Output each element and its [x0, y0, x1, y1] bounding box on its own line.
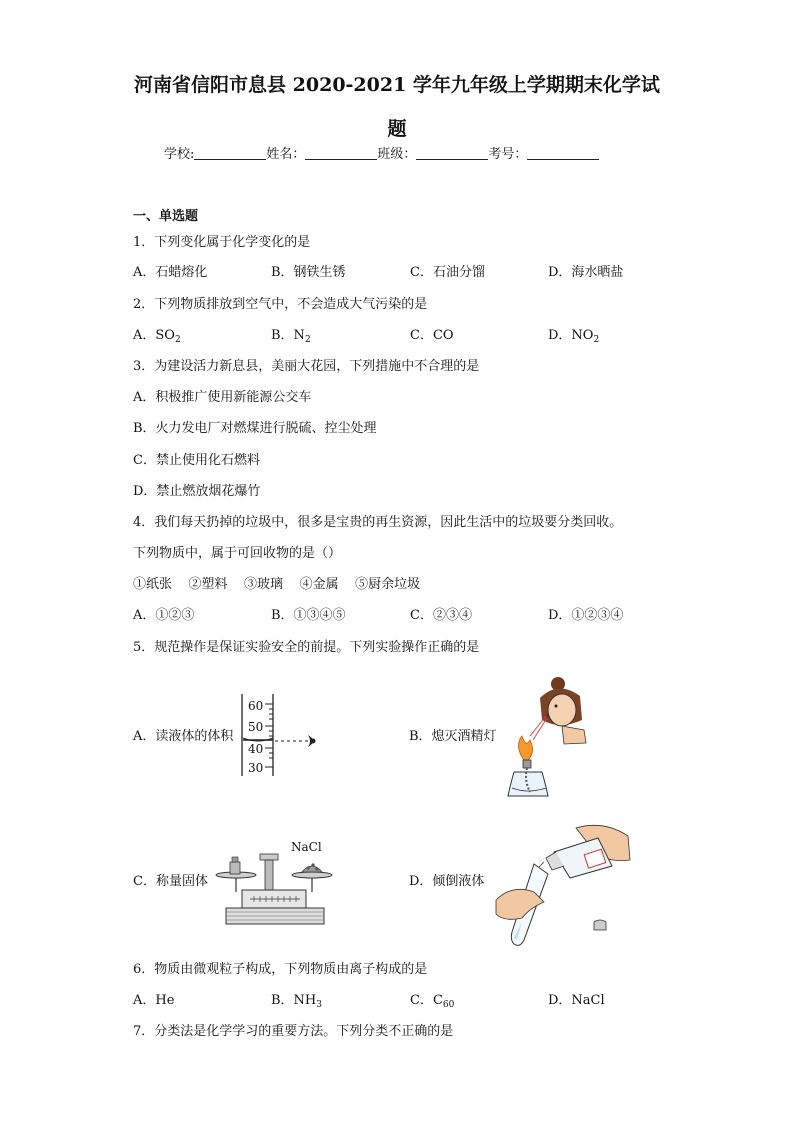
exam-no-label: 考号： — [488, 147, 528, 162]
name-blank[interactable] — [305, 146, 377, 160]
q1-option-a: A．石蜡熔化 — [133, 265, 208, 280]
question-3-stem: 3．为建设活力新息县，美丽大花园，下列措施中不合理的是 — [133, 359, 480, 374]
q5-option-c: C．称量固体 — [133, 874, 208, 889]
q2-option-d: D．$NO_2$ — [548, 328, 600, 345]
cylinder-tick-60: 60 — [248, 699, 264, 713]
q4-option-a: A．①②③ — [133, 608, 195, 623]
school-label: 学校: — [164, 147, 195, 162]
question-2-stem: 2．下列物质排放到空气中，不会造成大气污染的是 — [133, 297, 428, 312]
q4-items: ①纸张 ②塑料 ③玻璃 ④金属 ⑤厨余垃圾 — [133, 577, 421, 592]
class-label: 班级： — [377, 147, 417, 162]
q6-option-b: B．$NH_3$ — [271, 993, 322, 1010]
student-info-line — [164, 146, 599, 163]
exam-no-blank[interactable] — [527, 146, 599, 160]
q1-option-d: D．海水晒盐 — [548, 265, 624, 280]
q5-option-b: B．熄灭酒精灯 — [409, 729, 497, 744]
q3-option-d: D．禁止燃放烟花爆竹 — [133, 484, 261, 499]
name-label: 姓名： — [266, 147, 306, 162]
q6-option-c: C．$C_{60}$ — [410, 993, 455, 1010]
cylinder-tick-40: 40 — [248, 742, 264, 756]
q2-option-c: C．CO — [410, 328, 454, 343]
question-6-stem: 6．物质由微观粒子构成，下列物质由离子构成的是 — [133, 962, 428, 977]
q2-option-a: A．$SO_2$ — [133, 328, 181, 345]
page-title: 河南省信阳市息县 2020-2021 学年九年级上学期期末化学试 — [134, 74, 660, 96]
q4-option-c: C．②③④ — [410, 608, 472, 623]
question-5-stem: 5．规范操作是保证实验安全的前提。下列实验操作正确的是 — [133, 640, 480, 655]
school-blank[interactable] — [194, 146, 266, 160]
question-4-stem: 4．我们每天扔掉的垃圾中，很多是宝贵的再生资源，因此生活中的垃圾要分类回收。 — [133, 515, 623, 530]
q5-option-d: D．倾倒液体 — [409, 874, 485, 889]
q6-option-a: A．He — [133, 993, 175, 1008]
q6-option-d: D．NaCl — [548, 993, 605, 1008]
q1-option-c: C．石油分馏 — [410, 265, 485, 280]
page-title-continued: 题 — [387, 118, 407, 140]
question-7-stem: 7．分类法是化学学习的重要方法。下列分类不正确的是 — [133, 1024, 454, 1039]
alcohol-lamp-figure — [500, 668, 590, 808]
q3-option-a: A．积极推广使用新能源公交车 — [133, 390, 312, 405]
q3-option-c: C．禁止使用化石燃料 — [133, 453, 260, 468]
q5-option-a: A．读液体的体积 — [133, 729, 234, 744]
q1-option-b: B．钢铁生锈 — [271, 265, 346, 280]
class-blank[interactable] — [416, 146, 488, 160]
q4-option-d: D．①②③④ — [548, 608, 624, 623]
section-heading: 一、单选题 — [133, 209, 199, 224]
balance-label-nacl: NaCl — [291, 840, 322, 854]
question-4-stem-cont: 下列物质中，属于可回收物的是（） — [133, 546, 342, 561]
pouring-liquid-figure — [494, 822, 634, 952]
q3-option-b: B．火力发电厂对燃煤进行脱硫、控尘处理 — [133, 421, 377, 436]
q2-option-b: B．$N_2$ — [271, 328, 311, 345]
question-1-stem: 1．下列变化属于化学变化的是 — [133, 235, 311, 250]
q4-option-b: B．①③④⑤ — [271, 608, 346, 623]
cylinder-tick-30: 30 — [248, 761, 264, 775]
cylinder-tick-50: 50 — [248, 720, 264, 734]
